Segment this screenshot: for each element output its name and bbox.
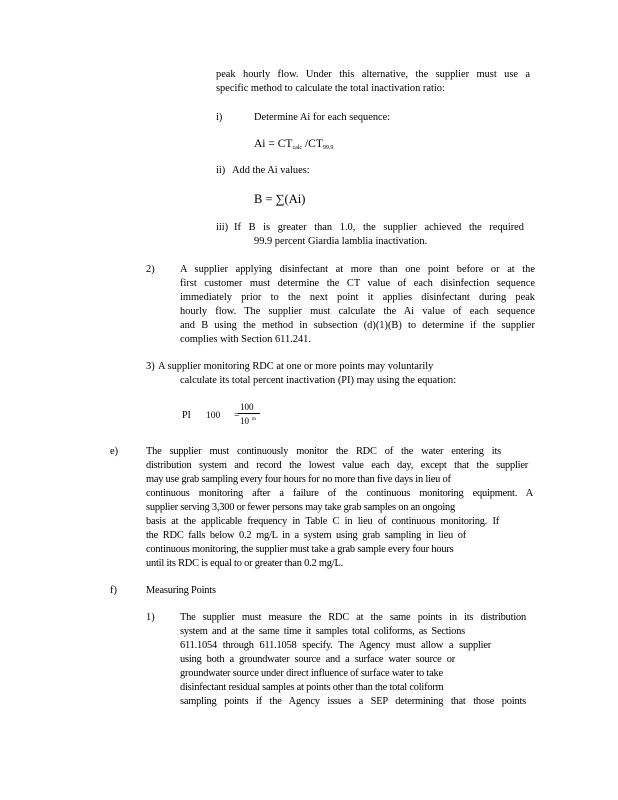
step-iii-marker: iii) [216,222,229,233]
equation-operator: = [234,411,240,421]
equation-middle: 100 [206,411,221,421]
fraction-exponent: m [252,417,256,422]
text-line: basis at the applicable frequency in Table C in lieu of continuous monitoring. If [146,516,499,527]
text-line: the RDC falls below 0.2 mg/L in a system using grab sampling in lieu of [146,530,466,541]
text-line: supplier serving 3,300 or fewer persons may take grab samples on an ongoing [146,502,456,513]
text-line: hourly flow. The supplier must calculate the Ai value of each sequence [180,306,535,317]
text-line: using both a groundwater source and a surface water source or [180,654,455,665]
text-line: may use grab sampling every four hours for no more than five days in lieu of [146,474,451,485]
section-e-paragraph [146,445,533,571]
section-f-heading: Measuring Points [146,585,216,596]
item-2-paragraph [180,263,535,347]
text-line: immediately prior to the next point it applies disinfectant during peak [180,292,535,303]
text-line: disinfectant residual samples at points other than the total coliform [180,682,444,693]
section-f-marker: f) [110,585,117,596]
section-e-marker: e) [110,446,119,457]
text-line: first customer must determine the CT value of each disinfection sequence [180,278,535,289]
text-line: groundwater source under direct influence of surface water to take [180,668,443,679]
equation-lhs: Ai = CT [254,138,293,150]
text-line: A supplier applying disinfectant at more than one point before or at the [180,264,535,275]
step-i-text: Determine Ai for each sequence: [254,112,391,123]
text-line: and B using the method in subsection (d)(1)(B) to determine if the supplier [180,320,535,331]
section-f-item-1-paragraph [180,611,526,709]
text-line: system and at the same time it samples total coliforms, as Sections [180,626,465,637]
text-line: The supplier must continuously monitor the RDC of the water entering its [146,446,501,457]
text-line: until its RDC is equal to or greater than 0.2 mg/L. [146,558,344,569]
step-ii-marker: ii) [216,165,226,176]
pi-equation [182,400,282,430]
text-line: sampling points if the Agency issues a SEP determining that those points [180,696,526,707]
text-line: specific method to calculate the total inactivation ratio: [216,83,445,94]
fraction-numerator: 100 [240,402,254,412]
step-iii-text [234,221,524,249]
step-i-marker: i) [216,112,223,123]
text-line: The supplier must measure the RDC at the same points in its distribution [180,612,526,623]
text-line: continuous monitoring, the supplier must take a grab sample every four hours [146,544,454,555]
intro-paragraph [216,68,530,96]
equation-lhs: PI [182,410,191,421]
text-line: 99.9 percent Giardia lamblia inactivation. [254,236,428,247]
text-line: continuous monitoring after a failure of the continuous monitoring equipment. A [146,488,533,499]
b-sum-equation: B = ∑(Ai) [254,192,306,206]
text-line: 611.1054 through 611.1058 specify. The Agency must allow a supplier [180,640,491,651]
item-3-line-2: calculate its total percent inactivation (PI) may using the equation: [180,375,457,386]
fraction-denominator: 10 [240,416,249,426]
section-f-item-1-marker: 1) [146,612,155,623]
item-3-line-1: A supplier monitoring RDC at one or more points may voluntarily [158,361,434,372]
text-line: distribution system and record the lowest value each day, except that the supplier [146,460,528,471]
text-line: complies with Section 611.241. [180,334,311,345]
equation-subscript: 99.9 [322,145,334,151]
text-line: If B is greater than 1.0, the supplier achieved the required [234,222,524,233]
item-3-marker: 3) [146,361,155,372]
ai-equation [254,137,333,155]
step-ii-text: Add the Ai values: [232,165,310,176]
equation-subscript: calc [292,145,303,151]
equation-middle: /CT [304,138,323,150]
item-2-marker: 2) [146,264,155,275]
text-line: peak hourly flow. Under this alternative, the supplier must use a [216,69,530,80]
